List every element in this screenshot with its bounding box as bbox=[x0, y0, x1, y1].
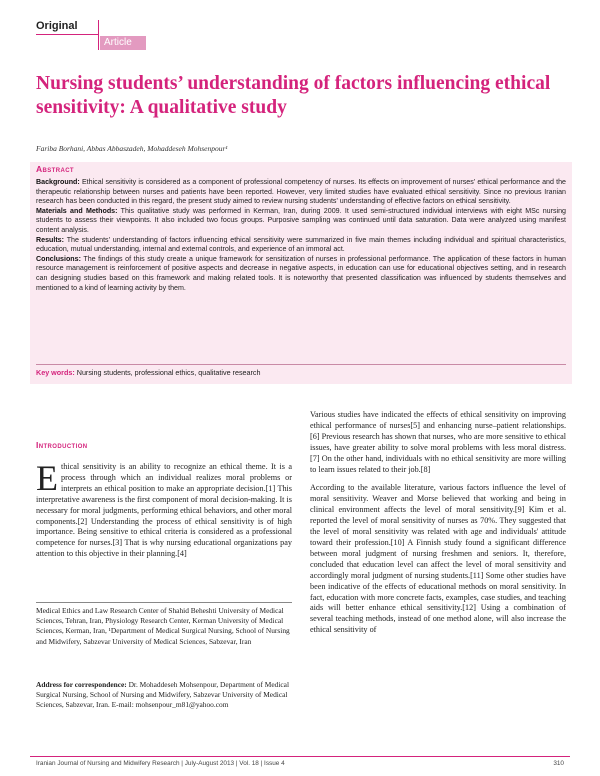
footer-divider bbox=[30, 756, 570, 757]
methods-text: This qualitative study was performed in Kerman, Iran, during 2009. It used semi-structured individual interviews with eight MSc nursing students to assess their viewpoints. It also included two focus groups. Purposive sampling was continued until data saturation. Data were analyzed using manifest content analysis. bbox=[36, 206, 566, 234]
right-paragraph-1: Various studies have indicated the effects of ethical sensitivity on improving ethical performance of nurses[5] and enhancing nurse–patient relationships.[6] Previous research has shown that nurses, who are more sensitive to ethical issues, have greater ability to solve moral problems with less moral distress.[7] On the other hand, individuals with no ethical sensitivity are more willing to learn issues related to their job.[8] bbox=[310, 410, 566, 474]
abstract-heading: Abstract bbox=[36, 164, 75, 174]
keywords bbox=[36, 368, 566, 377]
methods-label: Materials and Methods: bbox=[36, 206, 118, 215]
correspondence bbox=[36, 680, 292, 711]
keywords-label: Key words: bbox=[36, 368, 75, 377]
body-column-left bbox=[36, 458, 292, 560]
correspondence-text: Dr. Mohaddeseh Mohsenpour, Department of Medical Surgical Nursing, School of Nursing and Midwifery, Sabzevar University of Medical Sciences, Sabzevar, Iran. E-mail: mohsenpour_m81@yahoo.com bbox=[36, 680, 289, 710]
correspondence-label: Address for correspondence: bbox=[36, 680, 127, 689]
intro-paragraph-1 bbox=[36, 458, 292, 560]
intro-paragraph-1-text: thical sensitivity is an ability to recognize an ethical theme. It is a process through which an individual realizes moral problems or interprets an ethical position to make an appropriate decision.[1] This interpretative awareness is the first component of moral decision-making. It is necessary for moral judgments, performing ethical behaviors, and other moral components.[2] Understanding the process of ethical sensitivity is of high importance. Being sensitive to ethical criteria is considered as a professional competence for nurses.[3] That is why nursing educational organizations pay attention to this objective in their planning.[4] bbox=[36, 462, 292, 559]
journal-citation: Iranian Journal of Nursing and Midwifery Research | July-August 2013 | Vol. 18 | Issue 4 bbox=[36, 760, 285, 767]
abstract-results bbox=[36, 236, 566, 255]
results-text: The students' understanding of factors influencing ethical sensitivity were summarized in five main themes including individual and spiritual characteristics, education, mutual understanding, internal and external controls, and experience of an immoral act. bbox=[36, 235, 566, 254]
tag-divider-horizontal bbox=[36, 34, 98, 35]
keywords-divider bbox=[36, 364, 566, 365]
conclusions-text: The findings of this study create a unique framework for sensitization of nurses in professional performance. The application of these factors in human resource management is reinforcement of positive aspects and decrease in negative aspects, in education can use for educational objectives setting, and in research can designing studies based on this framework and making related tools. It is noteworthy that presented classification was influenced by students themselves and mentioned to a kind of learning activity by them. bbox=[36, 254, 566, 292]
right-paragraph-2: According to the available literature, various factors influence the level of moral sensitivity. Weaver and Morse believed that working and being in clinical environment affects the level of moral sensitivity.[9] Kim et al. reported the level of moral sensitivity of nurses as 70%. They suggested that the level of moral sensitivity was related with age and individuals' attitude toward their profession.[10] A Finnish study found a significant difference between moral judgment of nursing freshmen and seniors. It, therefore, concluded that education level can affect the level of moral sensitivity and accordingly moral judgment of nursing students.[11] Some other studies have been indicative of the effects of educational methods on moral sensitivity. In fact, education with more concrete facts, examples, case studies, and teaching aids will better enhance ethical sensitivity.[12] Using a combination of several teaching methods, instead of one method alone, will also increase the ethical sensitivity of bbox=[310, 483, 566, 635]
introduction-heading: Introduction bbox=[36, 440, 88, 450]
keywords-text: Nursing students, professional ethics, qualitative research bbox=[74, 368, 261, 377]
body-column-right bbox=[310, 410, 566, 636]
background-text: Ethical sensitivity is considered as a component of professional competency of nurses. Its effects on improvement of nurses' ethical performance and the therapeutic relationship between nurses and patients have been reported. However, very limited studies have evaluated ethical sensitivity. Since no previous Iranian research has been conducted in this regard, the present study aimed to review nursing students' understanding of effective factors on ethical sensitivity. bbox=[36, 178, 566, 206]
original-label: Original bbox=[36, 20, 78, 32]
background-label: Background: bbox=[36, 178, 80, 186]
page-number: 310 bbox=[553, 760, 564, 767]
conclusions-label: Conclusions: bbox=[36, 254, 81, 263]
abstract-body bbox=[36, 178, 566, 293]
tag-divider-vertical bbox=[98, 20, 99, 50]
affiliation: Medical Ethics and Law Research Center of Shahid Beheshti University of Medical Sciences, Tehran, Iran, Physiology Research Center, Kerman University of Medical Sciences, Kerman, Iran, ¹Department of Medical Surgical Nursing, School of Nursing and Midwifery, Sabzevar University of Medical Sciences, Sabzevar, Iran bbox=[36, 606, 290, 646]
affiliation-divider bbox=[36, 602, 292, 603]
abstract-methods bbox=[36, 207, 566, 236]
results-label: Results: bbox=[36, 235, 64, 244]
article-label: Article bbox=[100, 36, 146, 50]
drop-cap: E bbox=[36, 458, 58, 498]
paper-title: Nursing students’ understanding of factors influencing ethical sensitivity: A qualitative study bbox=[36, 73, 551, 118]
author-list: Fariba Borhani, Abbas Abbaszadeh, Mohaddeseh Mohsenpour¹ bbox=[36, 144, 228, 153]
abstract-conclusions bbox=[36, 255, 566, 293]
abstract-background bbox=[36, 178, 566, 207]
